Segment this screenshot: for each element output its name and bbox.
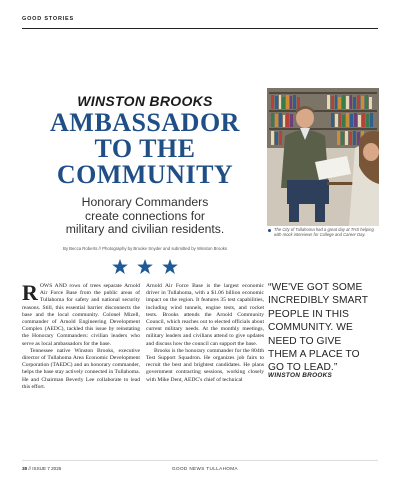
section-label: GOOD STORIES [22, 16, 74, 22]
photo-caption: The City of Tullahoma had a great day at THS helping with mock interviews for College and Career Day. [274, 227, 374, 238]
pull-quote-line: PEOPLE IN THIS [268, 308, 350, 320]
photo-illustration [267, 88, 379, 226]
article-headline [30, 110, 260, 188]
footer-publication: GOOD NEWS TULLAHOMA [172, 466, 238, 471]
subhead-line-1: Honorary Commanders [81, 195, 209, 209]
pull-quote-line: NEED TO GIVE [268, 335, 342, 347]
article-kicker: WINSTON BROOKS [77, 93, 213, 109]
footer-page-info [22, 466, 61, 471]
headline-line-2: TO THE [94, 134, 196, 163]
subhead-line-2: create connections for [85, 208, 205, 223]
headline-line-3: COMMUNITY [56, 160, 234, 189]
pull-quote-attribution: WINSTON BROOKS [268, 372, 333, 379]
drop-cap: R [22, 280, 38, 305]
paragraph-text: OWS AND rows of trees separate Arnold Air Force Base from the public areas of Tullahoma for safety and national security reasons. Still, this essential barrier disconnects the base and the local community. Colonel Mizell, commander of Arnold Engineering Development Complex (AEDC), tackled this issue by reinstating the Honorary Commanders: civilian leaders who serve as local ambassadors for the base. [22, 283, 140, 347]
star-icon [162, 259, 178, 274]
pull-quote-line: THEM A PLACE TO [268, 349, 360, 361]
pull-quote-line: COMMUNITY. WE [268, 322, 353, 334]
article-byline: By Becca Roberts // Photography by Brooke Snyder and submitted by Winston Brooks [62, 246, 228, 251]
article-paragraph: Tennessee native Winston Brooks, executive director of Tullahoma Area Economic Development Corporation (TAEDC) and an honorary commander, helps the base stay actively connected in Tullahoma. He and Chairman Beverly Lee collaborate to lead this effort. [22, 347, 140, 390]
footer-rule [22, 460, 378, 461]
section-rule [22, 28, 378, 29]
article-paragraph [22, 280, 140, 348]
headline-line-1: AMBASSADOR [50, 108, 240, 137]
issue-label: // ISSUE 7 2025 [27, 466, 62, 471]
article-column-2 [146, 283, 264, 384]
pull-quote [268, 281, 380, 375]
article-paragraph: Arnold Air Force Base is the largest economic driver in Tullahoma, with a $1.06 billion economic impact on the region. It features 35 test capabilities, including wind tunnels, engine tests, and rocket tests. Brooks attends the Arnold Community Council, which reaches out to elected officials about current military needs. At the monthly meetings, military leaders and civilians attend to give updates and discuss how the council can support the base. [146, 283, 264, 347]
article-photo [267, 88, 379, 226]
caption-bullet-icon [268, 229, 271, 232]
article-subhead [30, 196, 260, 237]
article-paragraph: Brooks is the honorary commander for the 804th Test Support Squadron. He organizes job fairs to recruit the best and brightest candidates. He plans government contracting sessions, working closely with Mike Dent, AEDC's chief of technical [146, 347, 264, 383]
star-icon [112, 259, 128, 274]
pull-quote-line: “WE'VE GOT SOME [268, 282, 363, 293]
star-divider [112, 259, 178, 274]
star-icon [137, 259, 153, 274]
pull-quote-line: GO TO LEAD.” [268, 362, 338, 374]
pull-quote-line: INCREDIBLY SMART [268, 295, 369, 307]
page-number: 38 [22, 466, 28, 471]
subhead-line-3: military and civilian residents. [65, 222, 225, 236]
article-column-1 [22, 280, 140, 391]
